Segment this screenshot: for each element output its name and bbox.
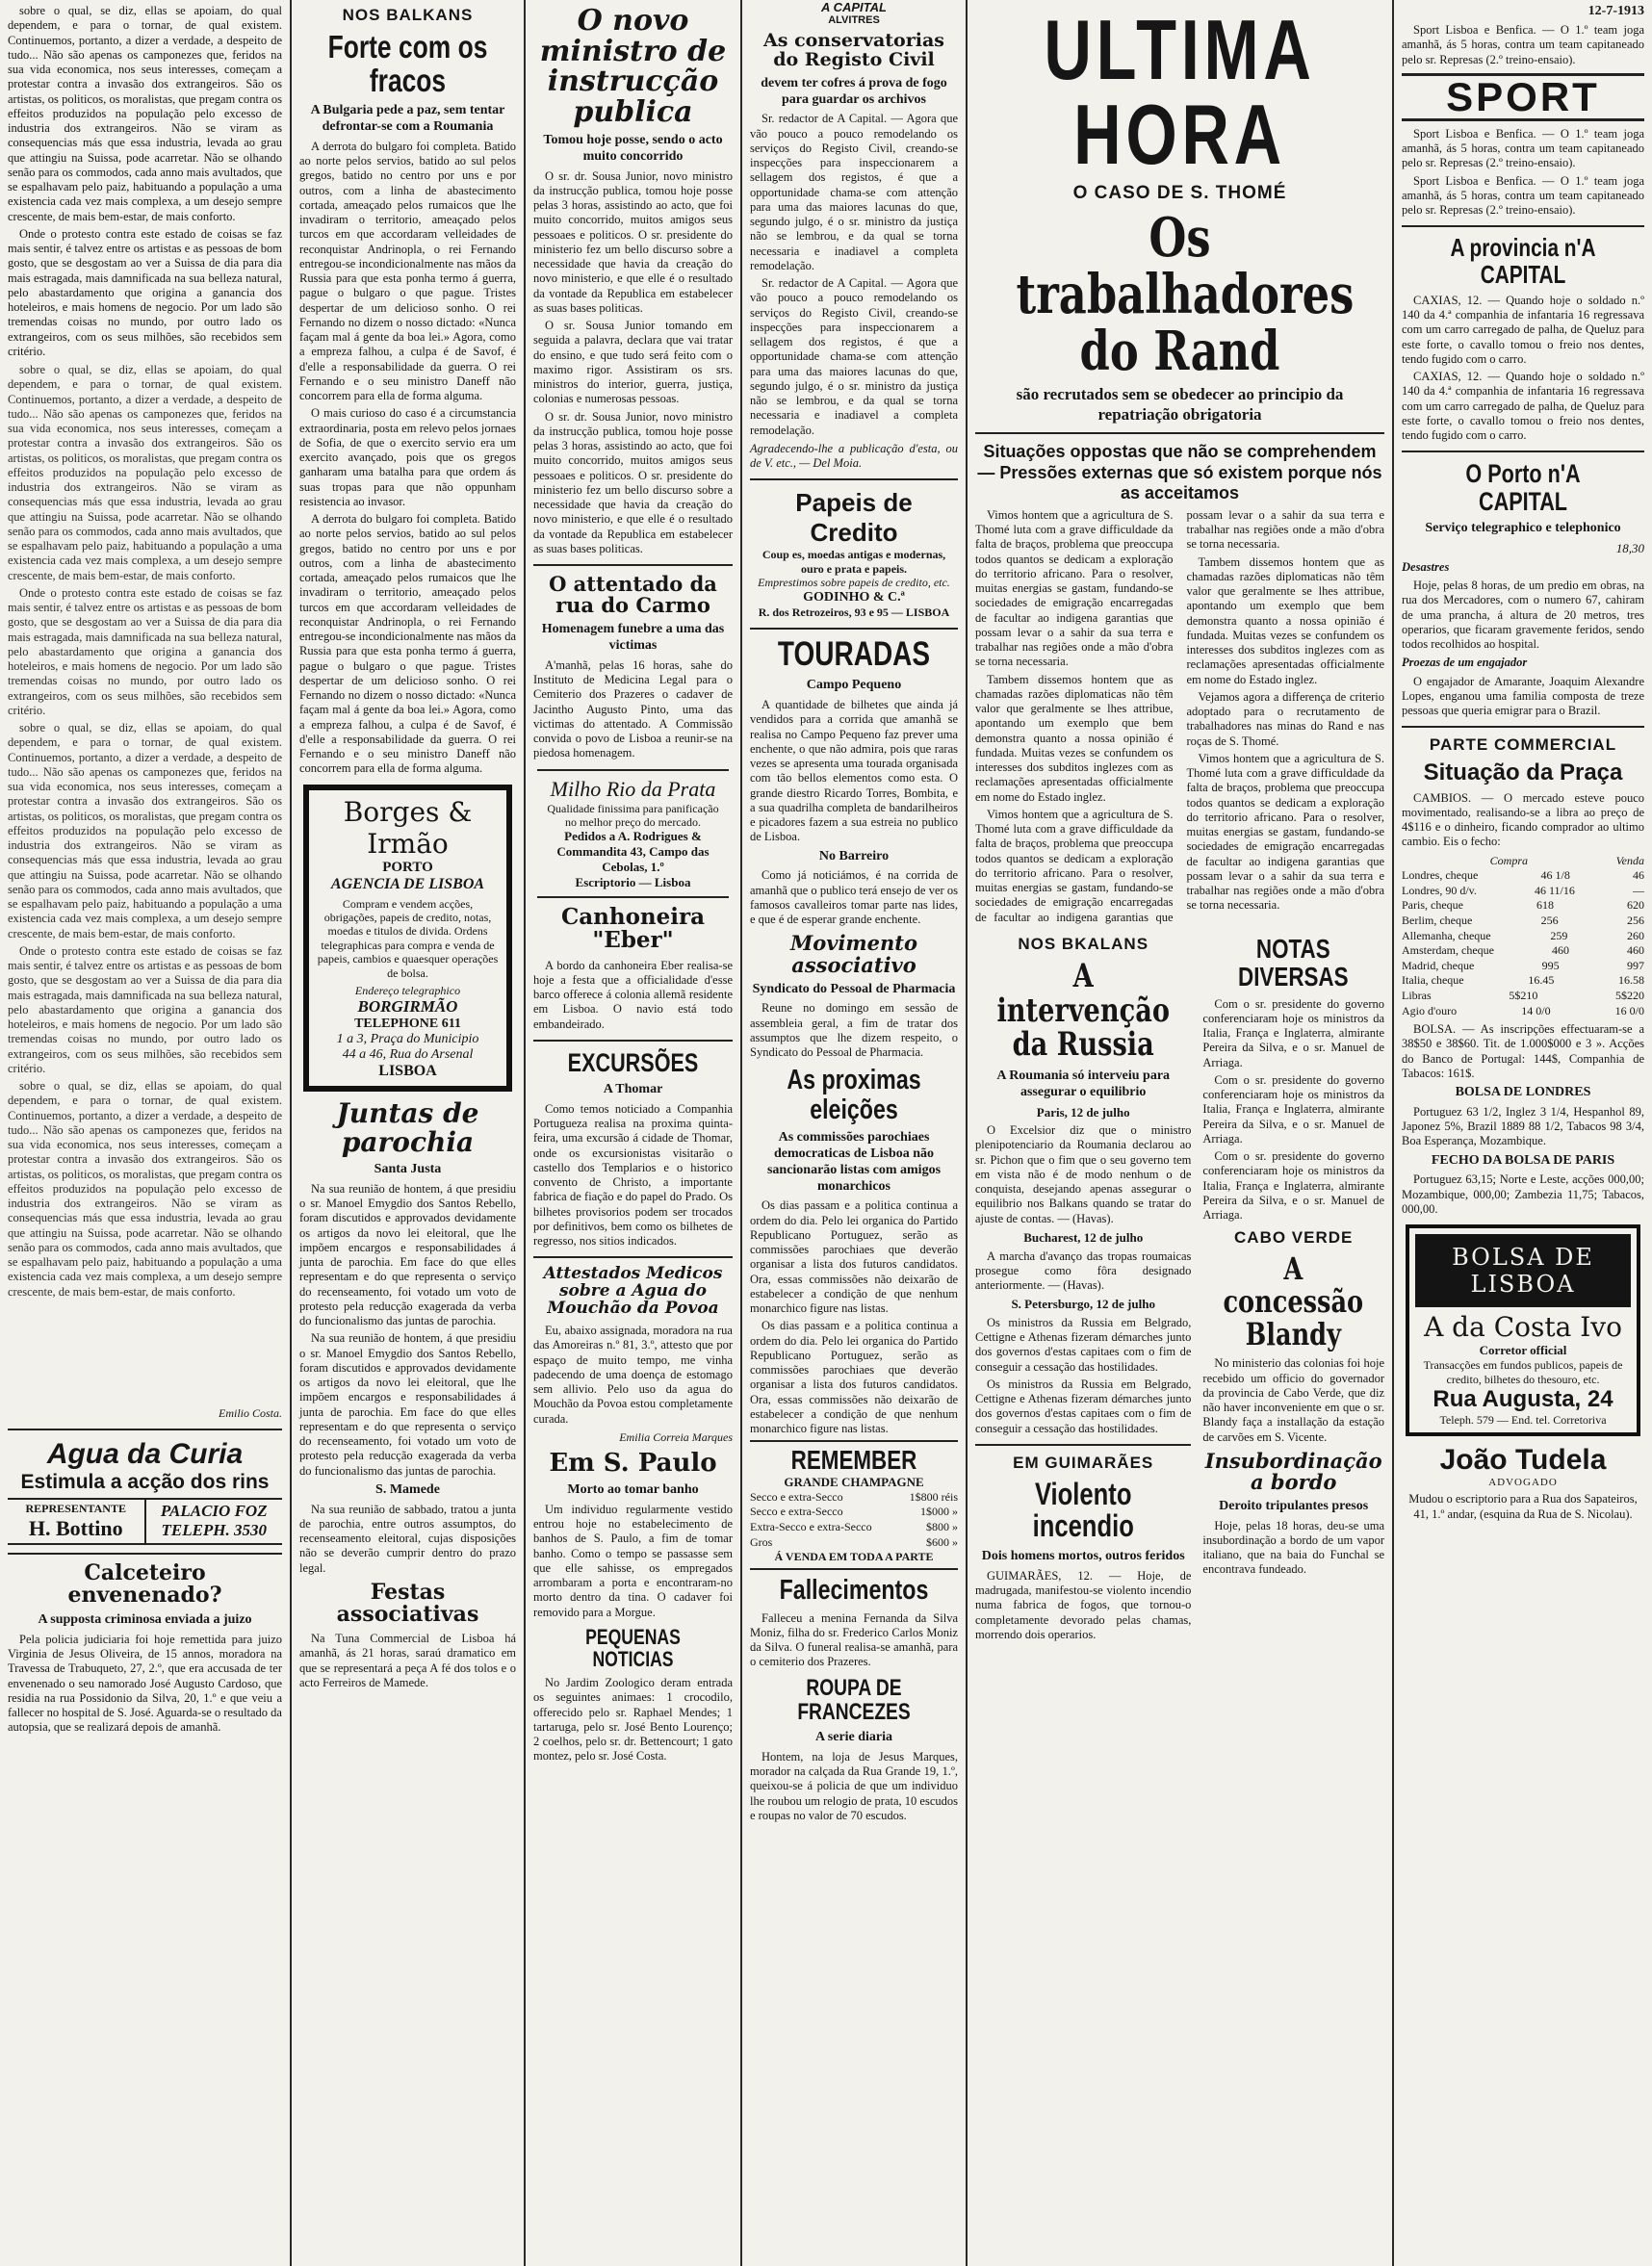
paragraph: Sport Lisboa e Benfica. — O 1.º team joga amanhã, ás 5 horas, contra um team capitaneado pelo sr. Represas (2.º treino-ensaio). (1402, 23, 1644, 66)
cambio-label: Berlim, cheque (1402, 913, 1473, 927)
ad-tudela-title: João Tudela (1439, 1444, 1607, 1477)
subheadline: Serviço telegraphico e telephonico (1425, 521, 1621, 536)
price-row (750, 1520, 958, 1535)
subheadline: Situações oppostas que não se comprehendem — Pressões externas que só existem porque nós as acceitamos (977, 442, 1382, 503)
subheadline: Dois homens mortos, outros feridos (981, 1549, 1185, 1564)
ad-borges-phone: TELEPHONE 611 (354, 1017, 461, 1032)
price-value: $600 » (926, 1534, 958, 1549)
ad-remember-sub: GRANDE CHAMPAGNE (784, 1474, 924, 1489)
cambio-row (1402, 914, 1644, 929)
subheadline: Syndicato do Pessoal de Pharmacia (752, 981, 956, 996)
cambio-row (1402, 1004, 1644, 1019)
section-kicker: CABO VERDE (1234, 1228, 1354, 1248)
article-text (750, 1750, 958, 1823)
ad-borges-address: 1 a 3, Praça do Municipio (336, 1032, 479, 1047)
article-text (1402, 579, 1644, 652)
paper-name: A CAPITAL (821, 0, 887, 14)
column-5 (968, 0, 1394, 2266)
article-text (1402, 1105, 1644, 1149)
headline-insubordinacao: Insubordinação a bordo (1204, 1448, 1382, 1494)
headline-fallecimentos: Fallecimentos (779, 1575, 929, 1607)
headline-festas: Festas associativas (336, 1579, 479, 1628)
cambio-label: Londres, cheque (1402, 868, 1479, 883)
article-text (975, 1316, 1191, 1436)
dateline: Bucharest, 12 de julho (1023, 1229, 1144, 1245)
headline-blandy: A concessão Blandy (1223, 1250, 1364, 1352)
section-kicker: EM GUIMARÃES (1013, 1453, 1154, 1472)
price-row (750, 1490, 958, 1506)
ad-bolsa-name: A da Costa Ivo (1424, 1311, 1622, 1344)
ad-curia-contact (8, 1498, 282, 1545)
cambio-buy: 256 (1540, 913, 1559, 927)
section-kicker: NOS BKALANS (1018, 934, 1149, 953)
cambio-buy: 46 1/8 (1540, 868, 1570, 883)
ad-milho (537, 769, 729, 899)
ad-papeis-sub: Emprestimos sobre papeis de credito, etc. (758, 576, 950, 590)
paragraph: Tambem dissemos hontem que as chamadas razões diplomaticas não têm valor que geralmente se lhes attribue, apontando um exemplo que bem demonstra quanto a nossa opinião é fundada. Muitas vezes se confundem os interesses dos subditos inglezes com as reclamações apresentadas officialmente em nome do Estado inglez. (975, 672, 1174, 804)
filler-text (8, 363, 282, 1403)
headline-eber: Canhoneira "Eber" (560, 904, 706, 954)
paragraph: Pela policia judiciaria foi hoje remettida para juizo Virginia de Jesus Oliveira, de 15 annos, moradora na Travessa de Trabuqueto, 27, 2.º, que era accusada de ter envenenado o seu namorado José Augusto Cardoso, que residia na rua Possidonio da Silva, 20, 1.º e que veiu a fallecer no hospital de S. José. Aguarda-se o resultado da autopsia, que se realizará depois de amanhã. (8, 1632, 282, 1735)
paragraph: Com o sr. presidente do governo conferenciaram hoje os ministros da Italia, França e Inglaterra, almirante Pereira da Silva, e o sr. Manuel de Arriaga. (1202, 996, 1384, 1069)
ad-borges-tel-word: BORGIRMÃO (357, 997, 458, 1017)
paragraph: Tambem dissemos hontem que as chamadas razões diplomaticas não têm valor que geralmente se lhes attribue, apontando um exemplo que bem demonstra quanto a nossa opinião é fundada. Muitas vezes se confundem os interesses dos subditos inglezes com as reclamações apresentadas officialmente em nome do Estado inglez. (1186, 554, 1384, 686)
signature: Agradecendo-lhe a publicação d'esta, ou de V. etc., — Del Moia. (750, 441, 958, 471)
article-text (750, 112, 958, 438)
article-text (533, 1503, 733, 1620)
ad-curia-rep (8, 1500, 146, 1543)
section-kicker: NOS BALKANS (342, 6, 474, 24)
article-text (299, 1632, 516, 1690)
divider (750, 478, 958, 480)
headline-forte: Forte com os fracos (327, 29, 488, 98)
headline-praca: Situação da Praça (1423, 760, 1623, 786)
cambio-label: Madrid, cheque (1402, 958, 1475, 972)
cambio-sell: 5$220 (1615, 988, 1644, 1002)
paragraph: O sr. dr. Sousa Junior, novo ministro da instrucção publica, tomou hoje posse pelas 3 horas, assistindo ao acto, que foi muito concorrido, muitos amigos seus pessoaes e politicos. O sr. presidente do ministerio fez um bello discurso sobre a necessidade que havia da creação do novo ministerio, e que elle é o resultado da vontade da Republica em estabelecer as suas bases politicas. (533, 168, 733, 315)
headline-excursoes: EXCURSÕES (567, 1047, 699, 1077)
headline-attestados: Attestados Medicos sobre a Agua do Mouchão da Povoa (543, 1264, 723, 1319)
cambio-row (1402, 943, 1644, 959)
cambio-label: Paris, cheque (1402, 898, 1463, 913)
article-text (975, 1249, 1191, 1294)
banner-ultima-hora: ULTIMA HORA (1044, 2, 1316, 182)
paragraph: Onde o protesto contra este estado de coisas se faz mais sentir, é talvez entre os artistas e as pessoas de bom gosto, que se desgostam ao ver a Suissa de dia para dia mais estragada, mais damnificada na sua belleza natural, pelo abastardamento que origina a ganancia dos hoteleiros, e mais homens de negocio. Por um lado são tremendas coisas no mundo, por outro lado os extrangeiros, com os seus milhões, são recebidos sem critério. (8, 585, 282, 717)
section-kicker: Desastres (1402, 559, 1450, 574)
subheadline: Homenagem funebre a uma das victimas (541, 622, 725, 653)
article-text (975, 508, 1384, 925)
subheadline: Morto ao tomar banho (567, 1482, 699, 1498)
ad-remember (750, 1440, 958, 1570)
paragraph: CAXIAS, 12. — Quando hoje o soldado n.º 140 da 4.ª companhia de infantaria 16 regressava com um carro carregado de palha, de Queluz para este forte, o cavallo tomou o freio nos dentes, tendo fugido com o carro. (1402, 370, 1644, 443)
subheadline: Deroito tripulantes presos (1219, 1498, 1369, 1513)
price-label: Secco e extra-Secco (750, 1505, 843, 1519)
article-text (750, 1001, 958, 1060)
cambio-sell: 256 (1627, 913, 1644, 927)
paragraph: A derrota do bulgaro foi completa. Batido ao norte pelos servios, batido ao sul pelos gregos, batido no centro por uns e por outros, com a linha de abastecimento cortada, ameaçado pelos rumaicos que lhe invadiram o territorio, ameaçado pelos turcos em que accordaram velleidades de reconquistar Andrinopla, o rei Fernando entregou-se incondicionalmente nas mãos da Russia para que esta ponha termo á guerra, pague o bulgaro o que pague. Tristes despertar de um delicioso sonho. O rei Fernando no dizem o nosso dictado: «Nunca façam mal á gente da boa lei.» Agora, como a empreza falhou, a culpa é de Savof, é d'elle a responsabilidade da guerra. O rei Fernando e o seu ministro Daneff não concorrem para ella de forma alguma. (299, 512, 516, 776)
headline-rand: Os trabalhadores do Rand (1016, 206, 1355, 383)
paragraph: O engajador de Amarante, Joaquim Alexandre Lopes, enganou uma familia composta de treze pessoas que queria emigrar para o Brazil. (1402, 674, 1644, 718)
ad-remember-sale: Á VENDA EM TODA A PARTE (774, 1550, 934, 1564)
article-text (533, 169, 733, 557)
ad-remember-title: REMEMBER (790, 1445, 917, 1476)
ad-milho-text: Qualidade finissima para panificação no melhor preço do mercado. (547, 801, 719, 829)
section-label: ALVITRES (828, 14, 880, 26)
column-1 (0, 0, 292, 2266)
divider (975, 1444, 1191, 1446)
paragraph: BOLSA. — As inscripções effectuaram-se a 38$50 e 38$60. Tit. de 1.000$000 e 3 ». Acções do Banco de Portugal: 144$, Companhia de Tabacos: 161$. (1402, 1022, 1644, 1080)
cambio-sell: 620 (1626, 898, 1644, 913)
subheadline: A Thomar (603, 1082, 663, 1097)
subheadline: BOLSA DE LONDRES (1455, 1085, 1591, 1100)
cambio-sell: 46 (1633, 868, 1644, 883)
headline-noticias: PEQUENAS NOTICIAS (585, 1624, 681, 1671)
ad-borges-title: Borges & Irmão (343, 795, 473, 860)
paragraph: Na sua reunião de hontem, á que presidiu o sr. Manoel Emygdio dos Santos Rebello, foram discutidos e approvados devidamente os artigos da novo lei eleitoral, que lhe impõem encargos e responsabilidades á junta de parochia. Em face do que elles representam e do que representa o serviço do recenseamento, foi votado um voto de protesto pela reducção exagerada da verba do funcionalismo das juntas de parochia. (299, 1331, 516, 1478)
ad-milho-title: Milho Rio da Prata (550, 776, 716, 801)
article-text (750, 698, 958, 845)
column-6 (1394, 0, 1652, 2266)
paragraph: A marcha d'avanço das tropas roumaicas prosegue como fôra designado anteriormente. — (Havas). (975, 1249, 1192, 1293)
ad-curia-sub: Estimula a acção dos rins (20, 1471, 270, 1493)
paragraph: No Jardim Zoologico deram entrada os seguintes animaes: 1 crocodilo, offerecido pelo sr. Raphael Mendes; 1 tartaruga, pelo sr. José Bento Lourenço; 2 coelhos, pelo sr. dr. Bettencourt; 1 gato montez, pelo sr. José Costa. (533, 1676, 733, 1764)
article-text (750, 1198, 958, 1436)
paragraph: Na sua reunião de sabbado, tratou a junta de parochia, entre outros assumptos, do recenseamento eleitoral, cujas disposições não se deverão cumprir dentro do prazo legal. (299, 1502, 516, 1575)
column-3 (526, 0, 742, 2266)
price-label: Extra-Secco e extra-Secco (750, 1520, 872, 1534)
cambio-sell: 16 0/0 (1614, 1003, 1644, 1017)
article-text (1402, 294, 1644, 444)
subheadline: Tomou hoje posse, sendo o acto muito concorrido (543, 133, 723, 164)
paragraph: A quantidade de bilhetes que ainda já vendidos para a corrida que amanhã se realisa no Campo Pequeno faz prever uma enchente, o que não admira, pois que raras vezes se apresenta uma tourada organisada com tão bellos elementos como esta. O grande diestro Ricardo Torres, Bombita, e a sua quadrilha completa de bandarilheiros e picadores fazem a sua estreia no publico de Lisboa. (750, 698, 958, 844)
headline-porto: O Porto n'A CAPITAL (1465, 459, 1581, 516)
paragraph: Onde o protesto contra este estado de coisas se faz mais sentir, é talvez entre os artistas e as pessoas de bom gosto, que se desgostam ao ver a Suissa de dia para dia mais estragada, mais damnificada na sua belleza natural, pelo abastardamento que origina a ganancia dos hoteleiros, e mais homens de negocio. Por um lado são tremendas coisas no mundo, por outro lado os extrangeiros, com os seus milhões, são recebidos sem critério. (8, 226, 282, 358)
paragraph: CAMBIOS. — O mercado esteve pouco movimentado, realisando-se a libra ao preço de 4$116 e o dinheiro, ficando comprador ao ultimo cambio. Eis o fecho: (1402, 790, 1644, 849)
article-text (8, 1633, 282, 1736)
ad-bolsa-role: Corretor official (1479, 1343, 1567, 1358)
paragraph: Sport Lisboa e Benfica. — O 1.º team joga amanhã, ás 5 horas, contra um team capitaneado pelo sr. Represas (2.º treino-ensaio). (1402, 126, 1644, 170)
author-signature: Emilio Costa. (218, 1406, 282, 1420)
paragraph: O mais curioso do caso é a circumstancia extraordinaria, posta em relevo pelos jornaes de Sofia, de que o exercito servio era um exercito avançado, pois que os gregos ganharam uma batalha para que ordem ás suas tropas para que não oppunham resistencia ao invasor. (299, 406, 516, 508)
column-4 (742, 0, 968, 2266)
cambio-row (1402, 989, 1644, 1004)
ad-bolsa-text: Transacções em fundos publicos, papeis de credito, bilhetes do thesouro, etc. (1423, 1358, 1623, 1386)
paragraph: Como já noticiámos, é na corrida de amanhã que o publico terá ensejo de ver os famosos cavalleiros tomar parte nas lides, e que é de esperar grande enchente. (750, 868, 958, 927)
paragraph: Com o sr. presidente do governo conferenciaram hoje os ministros da Italia, França e Inglaterra, almirante Pereira da Silva, e o sr. Manuel de Arriaga. (1202, 1072, 1384, 1146)
paragraph: Na Tuna Commercial de Lisboa há amanhã, ás 21 horas, saraú dramatico em que se representará a peça A fé dos tolos e o acto Ferreiros de Mamede. (299, 1632, 516, 1689)
cambio-label: Agio d'ouro (1402, 1003, 1458, 1017)
section-kicker: Proezas de um engajador (1402, 656, 1528, 670)
paragraph: Hoje, pelas 8 horas, de um predio em obras, na rua dos Mercadores, com o numero 67, cahiram de uma prancha, á altura de 20 metros, tres operarios, que ficaram gravemente feridos, sendo todos recolhidos ao hospital. (1402, 579, 1644, 652)
cambio-label: Amsterdam, cheque (1402, 943, 1494, 958)
cambio-row (1402, 898, 1644, 914)
article-text (1402, 23, 1644, 67)
ad-borges-agency: AGENCIA DE LISBOA (330, 875, 485, 892)
headline-juntas: Juntas de parochia (336, 1097, 479, 1158)
article-text (299, 140, 516, 777)
paragraph: No ministerio das colonias foi hoje recebido um officio do governador da provincia de Cabo Verde, que diz não haver inconveniente em que o sr. Blandy faça a installação da estação de carvões em S. Vicente. (1202, 1356, 1384, 1444)
paragraph: Sr. redactor de A Capital. — Agora que vão pouco a pouco remodelando os serviços do Registo Civil, creando-se inspecções para inspeccionarem a sellagem dos registos, é que a opportunidade chama-se com attenção para uma das maiores lacunas do que, segundo julgo, é o sr. ministro da justiça não se lembrou, e da qual se torna necessaria e inadiavel a completa remodelação. (750, 276, 958, 437)
divider (750, 628, 958, 630)
cambio-row (1402, 884, 1644, 899)
ad-papeis-title: Papeis de Credito (795, 488, 913, 548)
subheadline: A Roumania só interveiu para assegurar o equilibrio (996, 1069, 1171, 1099)
ad-bolsa-lisboa (1406, 1224, 1640, 1436)
lower-split (975, 929, 1384, 1646)
cambio-buy: 16.45 (1528, 973, 1555, 988)
ad-borges-tel-label: Endereço telegraphico (354, 983, 461, 997)
headline-calceteiro: Calceteiro envenenado? (67, 1560, 222, 1609)
paragraph: Onde o protesto contra este estado de coisas se faz mais sentir, é talvez entre os artistas e as pessoas de bom gosto, que se desgostam ao ver a Suissa de dia para dia mais estragada, mais damnificada na sua belleza natural, pelo abastardamento que origina a ganancia dos hoteleiros, e mais homens de negocio. Por um lado são tremendas coisas no mundo, por outro lado os extrangeiros, com os seus milhões, são recebidos sem critério. (8, 943, 282, 1075)
ad-bolsa-tel: Teleph. 579 — End. tel. Corretoriva (1439, 1413, 1607, 1428)
divider (533, 1256, 733, 1258)
subheadline: No Barreiro (818, 848, 890, 863)
price-value: 1$800 réis (909, 1489, 958, 1504)
subheadline: S. Mamede (375, 1481, 440, 1497)
price-row (750, 1535, 958, 1551)
headline-movimento: Movimento associativo (790, 931, 917, 977)
paragraph: sobre o qual, se diz, ellas se apoiam, do qual dependem, e para o tornar, de qual existem. Continuemos, portanto, a dizer a verdade, a despeito de tudo... Não são apenas os camponezes que, feridos na sua vida economica, nos seus interesses, começam a protestar contra a invasão dos extrangeiros. São os artistas, os politicos, os moralistas, que pregam contra os effeitos produzidos na população pelo excesso de industria dos extrangeiros. Não se viram as consequencias más que essa industria, levada ao grau que attingiu na Suissa, pode acarretar. Não se olhando senão para os commodos, cada anno mais avultados, que se espalhavam pelo paiz, habituando a população a uma existencia cada vez mais complexa, a um desejo sempre crescente, de mais bem-estar, de mais conforto. (8, 721, 282, 940)
ad-curia-address (146, 1500, 283, 1543)
article-text (533, 1324, 733, 1427)
headline-carmo: O attentado da rua do Carmo (549, 572, 717, 618)
headline-incendio: Violento incendio (1032, 1476, 1134, 1544)
masthead (750, 0, 958, 26)
article-text (1402, 1022, 1644, 1081)
price-value: $800 » (926, 1520, 958, 1534)
paragraph: O sr. Sousa Junior tomando em seguida a palavra, declara que vai tratar do ensino, e que tudo será feito com o maximo rigor. Assistiram os srs. ministros do interior, guerra, justiça, colonias e numerosas pessoas. (533, 319, 733, 406)
cambio-row (1402, 973, 1644, 989)
article-text (533, 658, 733, 761)
paragraph: sobre o qual, se diz, ellas se apoiam, do qual dependem, e para o tornar, de qual existem. Continuemos, portanto, a dizer a verdade, a despeito de tudo... Não são apenas os camponezes que, feridos na sua vida economica, nos seus interesses, começam a protestar contra a invasão dos extrangeiros. São os artistas, os politicos, os moralistas, que pregam contra os effeitos produzidos na população pelo excesso de industria dos extrangeiros. Não se viram as consequencias más que essa industria, levada ao grau que attingiu na Suissa, pode acarretar. Não se olhando senão para os commodos, cada anno mais avultados, que se espalhavam pelo paiz, habituando a população a uma existencia cada vez mais complexa, a um desejo sempre crescente, de mais bem-estar, de mais conforto. (8, 363, 282, 582)
article-text (299, 1182, 516, 1479)
ad-remember-prices (750, 1490, 958, 1550)
subheadline: Campo Pequeno (806, 678, 902, 693)
cambio-label: Libras (1402, 988, 1432, 1002)
article-text (975, 1569, 1191, 1642)
paragraph: Como temos noticiado a Companhia Portugueza realisa na proxima quinta-feira, uma excursão á cidade de Thomar, onde os excursionistas visitarão o castello dos Templarios e o historico convento de Christo, a importante fabrica de fiação e do papel do Prado. Os bilhetes provisorios podem ser trocados por definitivos, bem como os bilhetes de regresso, nos sitios indicados. (533, 1101, 733, 1249)
ad-borges-address: 44 a 46, Rua do Arsenal (342, 1047, 474, 1063)
headline-sport: SPORT (1402, 73, 1644, 121)
column-header: Venda (1615, 853, 1644, 867)
ad-papeis-firm: GODINHO & C.ª (803, 589, 905, 605)
headline-provincia: A provincia n'A CAPITAL (1450, 233, 1596, 289)
subheadline: A supposta criminosa enviada a juizo (38, 1612, 252, 1628)
ad-bolsa-title: BOLSA DE LISBOA (1415, 1234, 1631, 1307)
paragraph: Um individuo regularmente vestido entrou hoje no estabelecimento de banhos de S. Paulo, a fim de tomar banho. Como o tempo se passasse sem que elle sahisse, os empregados arrombaram a porta e encontraram-no morto dentro da tina. O cadaver foi removido para a Morgue. (533, 1502, 733, 1619)
subheadline: devem ter cofres á prova de fogo para guardar os archivos (761, 75, 947, 107)
divider (8, 1553, 282, 1555)
paragraph: Vejamos agora a differença de criterio adoptado para o recrutamento de trabalhadores nas minas do Rand e nas roças de S. Thomé. (1186, 689, 1384, 748)
paragraph: Na sua reunião de hontem, á que presidiu o sr. Manoel Emygdio dos Santos Rebello, foram discutidos e approvados devidamente os artigos da novo lei eleitoral, que lhe impõem encargos e responsabilidades á junta de parochia. Em face do que elles representam e do que representa o serviço do recenseamento, foi votado um voto de protesto pela reducção exagerada da verba do funcionalismo das juntas de parochia. (299, 1181, 516, 1328)
paragraph: Sr. redactor de A Capital. — Agora que vão pouco a pouco remodelando os serviços do Registo Civil, creando-se inspecções para inspeccionarem a sellagem dos registos, é que a opportunidade chama-se com attenção para uma das maiores lacunas do que, segundo julgo, é o sr. ministro da justiça não se lembrou, e da qual se torna necessaria e inadiavel a completa remodelação. (750, 112, 958, 272)
cambio-label: Italia, cheque (1402, 973, 1464, 988)
ad-milho-address: Pedidos a A. Rodrigues & Commandita 43, Campo das Cebolas, 1.º (556, 829, 710, 875)
ad-milho-office: Escriptorio — Lisboa (575, 875, 691, 890)
ad-papeis-sub: Coup es, moedas antigas e modernas, ouro e prata e papeis. (761, 548, 946, 576)
article-text (1202, 1356, 1384, 1445)
article-text (1202, 1519, 1384, 1578)
cambio-buy: 14 0/0 (1521, 1003, 1551, 1017)
paragraph: Vimos hontem que a agricultura de S. Thomé luta com a grave difficuldade da falta de braços, problema que preoccupa todos quantos se dedicam a exploração do territorio africano. Para o resolver, muitas energias se gastam, fundando-se sociedades de emigração encarregadas de facultar ao indigena garantias que possam levar o a sahir da sua terra e trabalhar nas regiões onde a mão d'obra se torna necessaria. (1186, 751, 1384, 913)
divider (975, 432, 1384, 434)
paragraph: A derrota do bulgaro foi completa. Batido ao norte pelos servios, batido ao sul pelos gregos, batido no centro por uns e por outros, com a linha de abastecimento cortada, ameaçado pelos rumaicos que lhe invadiram o territorio, ameaçado pelos turcos em que accordaram velleidades de reconquistar Andrinopla, o rei Fernando entregou-se incondicionalmente nas mãos da Russia para que esta ponha termo á guerra, pague o bulgaro o que pague. Tristes despertar de um delicioso sonho. O rei Fernando no dizem o nosso dictado: «Nunca façam mal á gente da boa lei.» Agora, como a empreza falhou, a culpa é de Savof, é d'elle a responsabilidade da guerra. O rei Fernando e o seu ministro Daneff não concorrem para ella de forma alguma. (299, 139, 516, 403)
cambio-buy: 259 (1550, 928, 1568, 942)
article-text (533, 959, 733, 1032)
article-text (533, 1102, 733, 1249)
paragraph: Hoje, pelas 18 horas, deu-se uma insubordinação a bordo de um vapor italiano, que na baia do Funchal se encontrava fundeado. (1202, 1518, 1384, 1577)
paragraph: Os ministros da Russia em Belgrado, Cettigne e Athenas fizeram démarches junto dos governos d'estas capitaes com o fim de conseguir a cessação das hostilidades. (975, 1315, 1192, 1374)
price-row (750, 1505, 958, 1520)
article-text (1202, 997, 1384, 1223)
cambio-header (1402, 854, 1644, 869)
paragraph: Vimos hontem que a agricultura de S. Thomé luta com a grave difficuldade da falta de braços, problema que preoccupa todos quantos se dedicam a exploração do territorio africano. Para o resolver, muitas energias se gastam, fundando-se sociedades de emigração encarregadas de facultar ao indigena garantias que possam levar o a sahir da sua terra e trabalhar nas regiões onde a mão d'obra se torna necessaria. (975, 507, 1384, 924)
cambio-sell: 260 (1627, 928, 1644, 942)
article-text (533, 1676, 733, 1764)
paragraph: A'manhã, pelas 16 horas, sahe do Instituto de Medicina Legal para o Cemiterio dos Prazeres o cadaver de Jacintho Augusto Pinto, uma das victimas do attentado. A Commissão convida o povo de Lisboa a reunir-se na piedosa homenagem. (533, 657, 733, 760)
paragraph: sobre o qual, se diz, ellas se apoiam, do qual dependem, e para o tornar, de qual existem. Continuemos, portanto, a dizer a verdade, a despeito de tudo... Não são apenas os camponezes que, feridos na sua vida economica, nos seus interesses, começam a protestar contra a invasão dos extrangeiros. São os artistas, os politicos, os moralistas, que pregam contra os effeitos produzidos na população pelo excesso de industria dos extrangeiros. Não se viram as consequencias más que essa industria, levada ao grau que attingiu na Suissa, pode acarretar. Não se olhando senão para os commodos, cada anno mais avultados, que se espalhavam pelo paiz, habituando a população a uma existencia cada vez mais complexa, a um desejo sempre crescente, de mais bem-estar, de mais conforto. (8, 1079, 282, 1299)
ad-tudela-text: Mudou o escriptorio para a Rua dos Sapateiros, 41, 1.º andar, (esquina da Rua de S. Nicolau). (1408, 1492, 1638, 1521)
article-text (1402, 675, 1644, 719)
lower-right (1202, 929, 1384, 1646)
divider (533, 1040, 733, 1042)
ad-curia (8, 1438, 282, 1545)
headline-roupa: ROUPA DE FRANCEZES (797, 1674, 911, 1725)
paragraph: Portuguez 63,15; Norte e Leste, acções 000,00; Mozambique, 000,00; Zambezia 11,75; Tabacos, 000,00. (1402, 1172, 1644, 1216)
signature: Emilia Correia Marques (619, 1429, 733, 1444)
rep-name: H. Bottino (28, 1516, 123, 1540)
paragraph: Os ministros da Russia em Belgrado, Cettigne e Athenas fizeram démarches junto dos governos d'estas capitaes com o fim de conseguir a cessação das hostilidades. (975, 1377, 1192, 1435)
cambio-label: Allemanha, cheque (1402, 928, 1491, 942)
article-text (8, 4, 282, 359)
paragraph: Sport Lisboa e Benfica. — O 1.º team joga amanhã, ás 5 horas, contra um team capitaneado pelo sr. Represas (2.º treino-ensaio). (1402, 173, 1644, 218)
ad-bolsa-address: Rua Augusta, 24 (1433, 1386, 1613, 1413)
paragraph: Reune no domingo em sessão de assembleia geral, a fim de tratar dos assumptos que lhe dizem respeito, o Syndicato do Pessoal de Pharmacia. (750, 1001, 958, 1060)
cambio-table (1402, 868, 1644, 1018)
paragraph: Falleceu a menina Fernanda da Silva Moniz, filha do sr. Frederico Carlos Moniz da Silva. O funeral realisa-se amanhã, para o cemiterio dos Prazeres. (750, 1610, 958, 1669)
date: 12-7-1913 (1587, 4, 1644, 18)
subheadline: FECHO DA BOLSA DE PARIS (1431, 1152, 1615, 1168)
divider (1402, 451, 1644, 452)
headline-registo: As conservatorias do Registo Civil (763, 30, 944, 70)
ad-borges-city: PORTO (382, 859, 433, 875)
ad-borges (303, 785, 512, 1093)
cambio-sell: — (1633, 883, 1644, 897)
time: 18,30 (1615, 540, 1644, 555)
ad-curia-title: Agua da Curia (46, 1438, 244, 1470)
article-text (975, 1123, 1191, 1226)
cambio-row (1402, 929, 1644, 944)
cambio-buy: 46 11/16 (1535, 883, 1575, 897)
price-label: Gros (750, 1534, 773, 1549)
subheadline: As commissões parochiaes democraticas de Lisboa não sancionarão listas com amigos monarchicos (766, 1130, 942, 1194)
cambio-sell: 460 (1627, 943, 1644, 958)
article-text (1402, 791, 1644, 850)
article-text (750, 868, 958, 927)
headline-eleicoes: As proximas eleições (787, 1065, 921, 1125)
paragraph: CAXIAS, 12. — Quando hoje o soldado n.º 140 da 4.ª companhia de infantaria 16 regressava com um carro carregado de palha, de Queluz para este forte, o cavallo tomou o freio nos dentes, tendo fugido com o carro. (1402, 293, 1644, 366)
telephone: TELEPH. 3530 (161, 1521, 268, 1539)
headline-touradas: TOURADAS (777, 634, 931, 673)
ad-tudela-role: ADVOGADO (1488, 1477, 1558, 1489)
subheadline: são recrutados sem se obedecer ao principio da repatriação obrigatoria (1016, 385, 1344, 424)
divider (1402, 726, 1644, 728)
column-header: Compra (1489, 853, 1528, 867)
subheadline: A serie diaria (814, 1730, 893, 1745)
cambio-buy: 5$210 (1509, 988, 1538, 1002)
paragraph: A bordo da canhoneira Eber realisa-se hoje a festa que a officialidade d'esse barco offerece á colonia allemã residente em Lisboa. O navio está todo embandeirado. (533, 958, 733, 1031)
paragraph: Portuguez 63 1/2, Inglez 3 1/4, Hespanhol 89, Japonez 5%, Brazil 1889 88 1/2, Tabacos 98 3/4, Boa Esperança, Mozambique. (1402, 1104, 1644, 1148)
article-text (1402, 1172, 1644, 1217)
headline-russia: A intervenção da Russia (996, 956, 1170, 1065)
headline-diversas: NOTAS DIVERSAS (1238, 933, 1349, 992)
dateline: Paris, 12 de julho (1036, 1104, 1130, 1120)
paragraph: Eu, abaixo assignada, moradora na rua das Amoreiras n.º 81, 3.º, attesto que por espaço de muito tempo, me vinha padecendo de uma doença de estomago sem allivio. Pelo uso da agua do Mouchão da Povoa estou completamente curada. (533, 1324, 733, 1426)
paragraph: Hontem, na loja de Jesus Marques, morador na calçada da Rua Grande 19, 1.º, queixou-se á policia de que um individuo lhe roubou um relogio de prata, 10 escudos e roupas no valor de 70 escudos. (750, 1749, 958, 1822)
cambio-buy: 995 (1541, 958, 1560, 972)
cambio-sell: 997 (1627, 958, 1644, 972)
dateline: S. Petersburgo, 12 de julho (1011, 1297, 1155, 1312)
divider (8, 1429, 282, 1430)
article-text (299, 1503, 516, 1576)
cambio-label: Londres, 90 d/v. (1402, 883, 1477, 897)
divider (533, 564, 733, 566)
rep-label: REPRESENTANTE (25, 1502, 126, 1515)
cambio-row (1402, 868, 1644, 884)
paragraph: Vimos hontem que a agricultura de S. Thomé luta com a grave difficuldade da falta de braços, problema que preoccupa todos quantos se dedicam a exploração do territorio africano. Para o resolver, muitas energias se gastam, fundando-se sociedades de emigração encarregadas de facultar ao indigena garantias que possam levar o a sahir da sua terra e trabalhar nas regiões onde a mão d'obra se torna necessaria. (975, 507, 1174, 669)
paragraph: sobre o qual, se diz, ellas se apoiam, do qual dependem, e para o tornar, de qual existem. Continuemos, portanto, a dizer a verdade, a despeito de tudo... Não são apenas os camponezes que, feridos na sua vida economica, nos seus interesses, começam a protestar contra a invasão dos extrangeiros. São os artistas, os politicos, os moralistas, que pregam contra os effeitos produzidos na população pelo excesso de industria dos extrangeiros. Não se viram as consequencias más que essa industria, levada ao grau que attingiu na Suissa, pode acarretar. Não se olhando senão para os commodos, cada anno mais avultados, que se espalhavam pelo paiz, habituando a população a uma existencia cada vez mais complexa, a um desejo sempre crescente, de mais bem-estar, de mais conforto. (8, 4, 282, 223)
cambio-buy: 460 (1551, 943, 1569, 958)
headline-ministro: O novo ministro de instrucção publica (539, 4, 727, 129)
divider (1402, 225, 1644, 227)
subheadline: Santa Justa (374, 1162, 442, 1177)
cambio-buy: 618 (1536, 898, 1554, 913)
headline-paulo: Em S. Paulo (549, 1448, 717, 1478)
section-kicker: PARTE COMMERCIAL (1429, 735, 1617, 755)
cambio-row (1402, 959, 1644, 974)
paragraph: O Excelsior diz que o ministro plenipotenciario da Roumania declarou ao sr. Pichon que o fim que o seu governo tem em vista não é de modo nenhum o de conquista, desejando apenas assegurar o equilibrio nos Balkans quando se tratar do ajuste de contas. — (Havas). (975, 1123, 1192, 1225)
address: PALACIO FOZ (160, 1502, 268, 1520)
paragraph: Os dias passam e a politica continua a ordem do dia. Pelo lei organica do Partido Republicano Portuguez, serão as commissões parochiaes que deverão organisar a lista dos futuros candidatos. Ora, essas commissões não deixarão de estabelecer a condição de que nenhum monarchico figure nas listas. (750, 1198, 958, 1316)
ad-borges-city: LISBOA (378, 1063, 437, 1080)
lower-left (975, 929, 1191, 1646)
paragraph: GUIMARÃES, 12. — Hoje, de madrugada, manifestou-se violento incendio numa fabrica de fogos, que tornou-o completamente devorado pelas chamas, morrendo dois operarios. (975, 1568, 1192, 1641)
ad-papeis (750, 488, 958, 619)
paragraph: O sr. dr. Sousa Junior, novo ministro da instrucção publica, tomou hoje posse pelas 3 horas, assistindo ao acto, que foi muito concorrido, muitos amigos seus pessoaes e politicos. O sr. presidente do ministerio fez um bello discurso sobre a necessidade que havia da creação do novo ministerio, e que elle é o resultado da vontade da Republica em estabelecer as suas bases politicas. (533, 409, 733, 555)
ad-borges-text: Compram e vendem acções, obrigações, papeis de credito, notas, moedas e titulos de divida. Ordens telegraphicas para compra e venda de papeis, cambios e quaesquer operações de bolsa. (317, 896, 499, 980)
paragraph: Com o sr. presidente do governo conferenciaram hoje os ministros da Italia, França e Inglaterra, almirante Pereira da Silva, e o sr. Manuel de Arriaga. (1202, 1149, 1384, 1223)
section-kicker: O CASO DE S. THOMÉ (1072, 183, 1287, 203)
subheadline: A Bulgaria pede a paz, sem tentar defrontar-se com a Roumania (310, 103, 505, 135)
column-2 (292, 0, 526, 2266)
price-label: Secco e extra-Secco (750, 1489, 843, 1504)
article-text (1402, 127, 1644, 219)
article-text (750, 1611, 958, 1670)
cambio-sell: 16.58 (1617, 973, 1644, 988)
paragraph: Os dias passam e a politica continua a ordem do dia. Pelo lei organica do Partido Republicano Portuguez, serão as commissões parochiaes que deverão organisar a lista dos futuros candidatos. Ora, essas commissões não deixarão de estabelecer a condição de que nenhum monarchico figure nas listas. (750, 1319, 958, 1436)
price-value: 1$000 » (920, 1505, 958, 1519)
ad-papeis-address: R. dos Retrozeiros, 93 e 95 — LISBOA (758, 605, 950, 619)
